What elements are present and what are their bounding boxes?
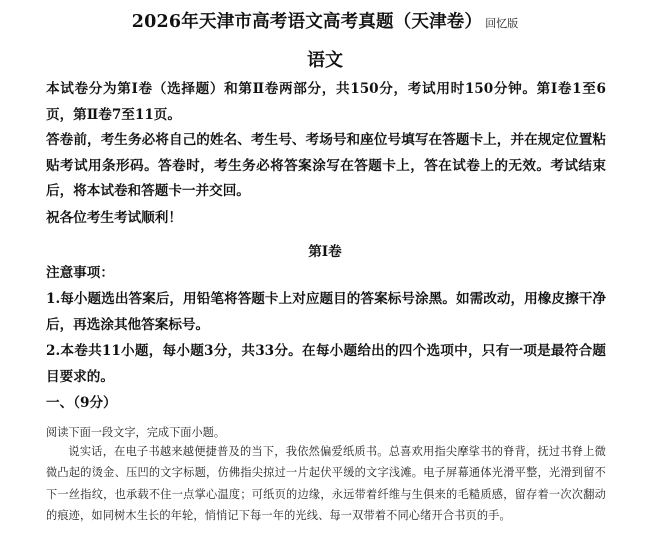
wish-line: 祝各位考生考试顺利！: [46, 210, 182, 226]
instructions-paragraph: 答卷前，考生务必将自己的姓名、考生号、考场号和座位号填写在答题卡上，并在规定位置粘贴考试用条形码。答卷时，考生务必将答案涂写在答题卡上，答在试卷上的无效。考试结束后，将本试卷和答题卡一并交回。: [46, 132, 606, 200]
note-item: 1.每小题选出答案后，用铅笔将答题卡上对应题目的答案标号涂黑。如需改动，用橡皮擦干净后，再选涂其他答案标号。: [46, 291, 606, 333]
document-title-row: [0, 8, 650, 33]
subject-heading: 语文: [307, 50, 343, 71]
notes-title: 注意事项：: [46, 265, 114, 281]
document-title: 2026年天津市高考语文高考真题（天津卷）: [131, 12, 483, 32]
section-heading: 第Ⅰ卷: [308, 244, 342, 260]
intro-paragraph: 本试卷分为第Ⅰ卷（选择题）和第Ⅱ卷两部分，共150分，考试用时150分钟。第Ⅰ卷1至6页，第Ⅱ卷7至11页。: [46, 81, 606, 123]
reading-instruction: 阅读下面一段文字，完成下面小题。: [46, 426, 226, 439]
question-heading: 一、（9分）: [46, 395, 117, 411]
title-tag: 回忆版: [485, 17, 519, 30]
note-item: 2.本卷共11小题，每小题3分，共33分。在每小题给出的四个选项中，只有一项是最符合题目要求的。: [46, 343, 606, 385]
reading-passage: 说实话，在电子书越来越便捷普及的当下，我依然偏爱纸质书。总喜欢用指尖摩挲书的脊背，抚过书脊上微微凸起的烫金、压凹的文字标题，仿佛指尖掠过一片起伏平缓的文字浅滩。电子屏幕通体光滑平整，光滑到留不下一丝指纹，也承载不住一点掌心温度；可纸页的边缘，永远带着纤维与生俱来的毛糙质感，留存着一次次翻动的痕迹，如同树木生长的年轮，悄悄记下每一年的光线、每一双带着不同心绪开合书页的手。: [46, 445, 606, 522]
